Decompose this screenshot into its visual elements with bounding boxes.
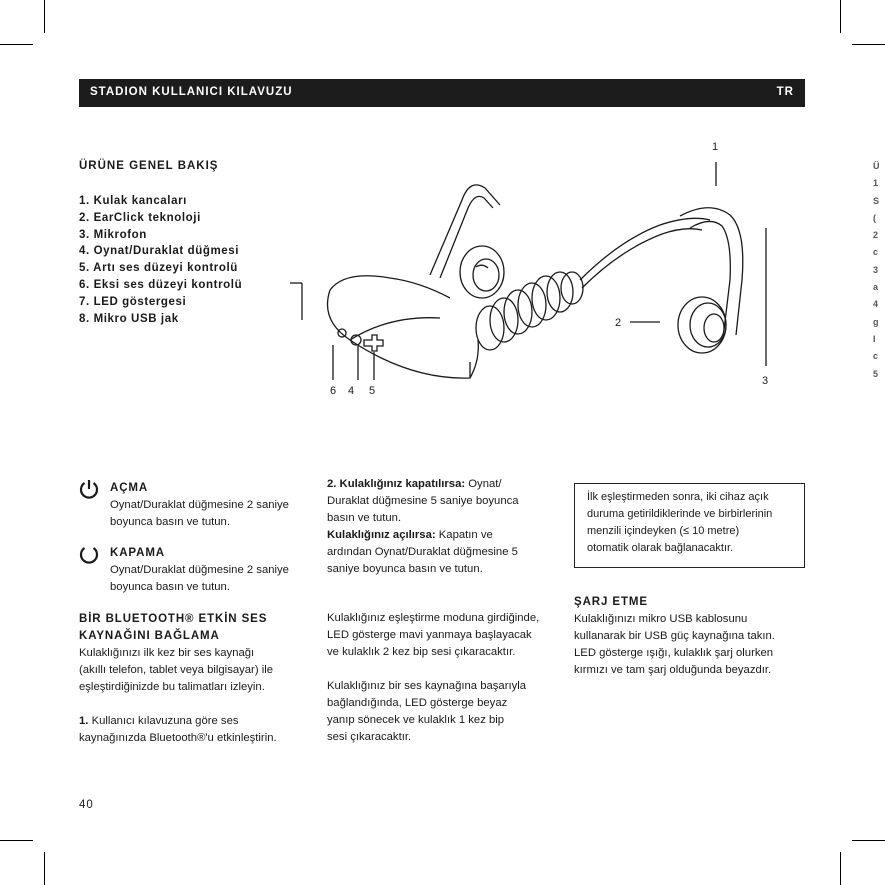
pairing-intro: eşleştirdiğinizde bu talimatları izleyin.: [79, 681, 265, 693]
list-item: 4. Oynat/Duraklat düğmesi: [79, 245, 240, 258]
step-text: ardından Oynat/Duraklat düğmesine 5: [327, 546, 518, 558]
step-text: basın ve tutun.: [327, 512, 402, 524]
crop-mark: [44, 852, 45, 885]
callout-label: 6: [330, 385, 337, 397]
pairing-steps-column: [327, 476, 567, 578]
pairing-title: KAYNAĞINI BAĞLAMA: [79, 630, 220, 642]
edge-char: I: [873, 333, 876, 344]
power-off-icon: [78, 544, 100, 566]
overview-list: [79, 193, 242, 327]
note-line: otomatik olarak bağlanacaktır.: [587, 542, 734, 554]
step-text: Oynat/: [468, 478, 502, 490]
edge-char: g: [873, 316, 879, 327]
pairing-mode-paragraph: [327, 610, 567, 661]
edge-char: 4: [873, 299, 879, 310]
note-line: duruma getirildiklerinde ve birbirlerinin: [587, 508, 773, 520]
paragraph-line: kırmızı ve tam şarj olduğunda beyazdır.: [574, 664, 772, 676]
pairing-intro: (akıllı telefon, tablet veya bilgisayar) ile: [79, 664, 274, 676]
power-on-block: [110, 480, 290, 531]
crop-mark: [0, 44, 33, 45]
list-item: 7. LED göstergesi: [79, 295, 187, 308]
headphone-diagram: [290, 130, 800, 400]
callout-label: 1: [712, 141, 719, 153]
step-number: 1.: [79, 715, 89, 727]
callout-label: 2: [615, 317, 622, 329]
pairing-step-1: [79, 713, 309, 730]
step-text: Kapatın ve: [438, 529, 493, 541]
callout-label: 3: [762, 375, 769, 387]
callout-label: 5: [369, 385, 376, 397]
next-page-edge: [873, 158, 885, 383]
edge-char: a: [873, 282, 879, 293]
list-item: 5. Artı ses düzeyi kontrolü: [79, 262, 238, 275]
edge-char: c: [873, 247, 879, 258]
pairing-section: [79, 611, 309, 747]
charging-section: [574, 594, 814, 679]
step-text: Duraklat düğmesine 5 saniye boyunca: [327, 495, 519, 507]
pairing-intro: Kulaklığınızı ilk kez bir ses kaynağı: [79, 647, 255, 659]
header-title: STADION KULLANICI KILAVUZU: [90, 86, 293, 98]
edge-char: c: [873, 351, 879, 362]
connected-paragraph: [327, 678, 567, 746]
paragraph-line: LED gösterge ışığı, kulaklık şarj olurken: [574, 647, 774, 659]
paragraph-line: LED gösterge mavi yanmaya başlayacak: [327, 629, 532, 641]
list-item: 8. Mikro USB jak: [79, 312, 179, 325]
paragraph-line: Kulaklığınızı mikro USB kablosunu: [574, 613, 748, 625]
power-off-block: [110, 545, 290, 596]
list-item: 2. EarClick teknoloji: [79, 211, 201, 224]
step-text: Kullanıcı kılavuzuna göre ses: [91, 715, 239, 727]
power-on-title: AÇMA: [110, 482, 149, 494]
callout-label: 4: [348, 385, 355, 397]
power-on-icon: [78, 478, 100, 500]
crop-mark: [840, 0, 841, 33]
power-on-text: Oynat/Duraklat düğmesine 2 saniye boyunca basın ve tutun.: [110, 499, 289, 528]
step-2-label: 2. Kulaklığınız kapatılırsa:: [327, 478, 466, 490]
step-text: saniye boyunca basın ve tutun.: [327, 563, 483, 575]
paragraph-line: Kulaklığınız bir ses kaynağına başarıyla: [327, 680, 527, 692]
edge-char: 1: [873, 178, 879, 189]
edge-char: 5: [873, 368, 879, 379]
paragraph-line: kullanarak bir USB güç kaynağına takın.: [574, 630, 775, 642]
crop-mark: [852, 840, 885, 841]
list-item: 6. Eksi ses düzeyi kontrolü: [79, 278, 243, 291]
paragraph-line: yanıp sönecek ve kulaklık 1 kez bip: [327, 714, 505, 726]
auto-connect-note: [574, 483, 805, 568]
edge-char: S: [873, 195, 880, 206]
list-item: 1. Kulak kancaları: [79, 195, 187, 207]
crop-mark: [0, 840, 33, 841]
overview-title: ÜRÜNE GENEL BAKIŞ: [79, 160, 219, 172]
step-on-label: Kulaklığınız açılırsa:: [327, 529, 436, 541]
edge-char: 3: [873, 264, 879, 275]
crop-mark: [44, 0, 45, 33]
header-bar: [79, 79, 805, 107]
crop-mark: [840, 852, 841, 885]
crop-mark: [852, 44, 885, 45]
step-text: kaynağınızda Bluetooth®'u etkinleştirin.: [79, 732, 277, 744]
page-number: 40: [79, 799, 94, 811]
paragraph-line: bağlandığında, LED gösterge beyaz: [327, 697, 508, 709]
edge-char: 2: [873, 230, 879, 241]
power-off-title: KAPAMA: [110, 547, 166, 559]
note-line: menzili içindeyken (≤ 10 metre): [587, 525, 740, 537]
paragraph-line: sesi çıkaracaktır.: [327, 731, 412, 743]
pairing-title: BİR BLUETOOTH® ETKİN SES: [79, 613, 268, 625]
language-code: TR: [776, 86, 794, 98]
list-item: 3. Mikrofon: [79, 228, 147, 241]
note-line: İlk eşleştirmeden sonra, iki cihaz açık: [587, 491, 769, 503]
paragraph-line: Kulaklığınız eşleştirme moduna girdiğinde,: [327, 612, 540, 624]
paragraph-line: ve kulaklık 2 kez bip sesi çıkaracaktır.: [327, 646, 516, 658]
edge-char: Ü: [873, 161, 880, 171]
charging-title: ŞARJ ETME: [574, 596, 648, 608]
edge-char: (: [873, 212, 876, 223]
power-off-text: Oynat/Duraklat düğmesine 2 saniye boyunca basın ve tutun.: [110, 564, 289, 593]
